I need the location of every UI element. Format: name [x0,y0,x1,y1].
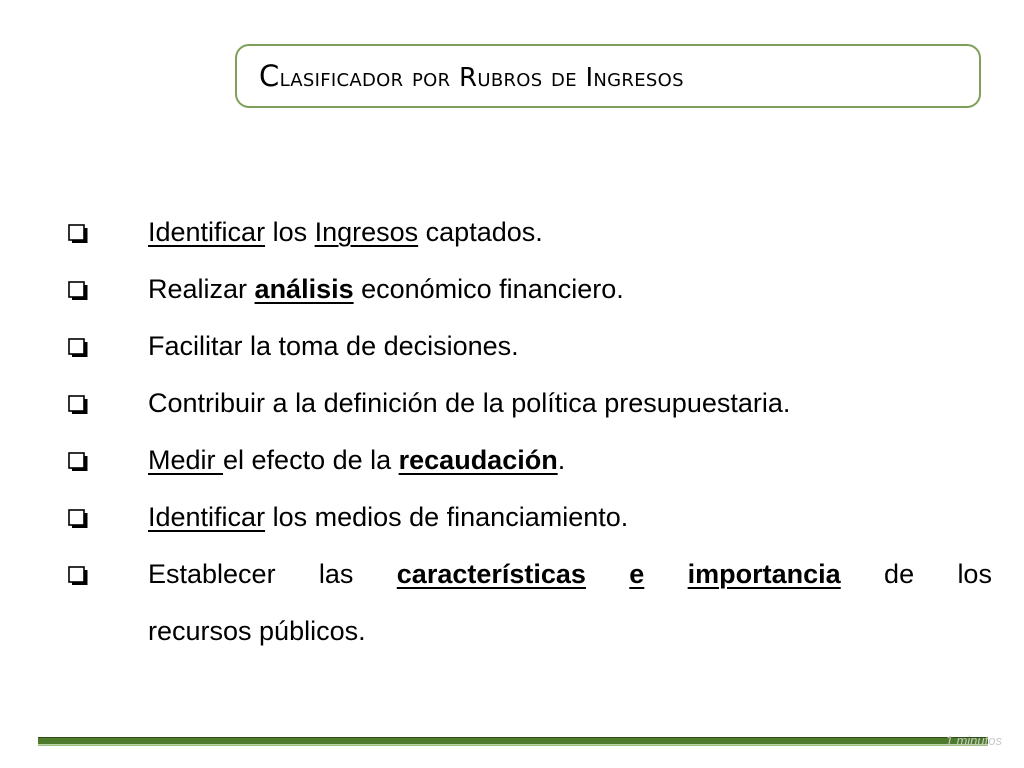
bullet-word: las [318,559,354,589]
bullet-segment: Identificar [148,217,266,247]
hollow-square-bullet-icon [68,375,100,432]
bullet-segment: Medir [148,445,224,475]
bullet-word: e [629,559,645,589]
bullet-word: Establecer [148,559,276,589]
bullet-word: características [396,559,586,589]
hollow-square-bullet-icon [68,432,100,489]
bullet-word: los [957,559,992,589]
hollow-square-bullet-icon [68,261,100,318]
bullet-text [148,204,992,261]
bullet-line [148,546,992,603]
bullet-segment: Facilitar la toma de decisiones. [148,331,519,361]
bullet-segment: análisis [254,274,354,304]
slide-title-initial: C [259,59,280,93]
footer-note: 1 minutos [945,733,1002,748]
bullet-segment: Realizar [148,274,255,304]
bullet-word: importancia [687,559,841,589]
bullet-text [148,432,992,489]
slide-title-text: lasificador por Rubros de Ingresos [279,63,684,93]
bullet-segment: el efecto de la [223,445,399,475]
bullet-segment: los [265,217,315,247]
bullet-segment: Identificar [148,502,266,532]
hollow-square-bullet-icon [68,489,100,546]
bullet-segment: captados. [418,217,543,247]
hollow-square-bullet-icon [68,204,100,261]
bullet-segment: Ingresos [314,217,419,247]
bullet-segment: económico financiero. [353,274,624,304]
bullet-segment: recaudación [398,445,558,475]
hollow-square-bullet-icon [68,546,100,603]
bullet-segment: . [557,445,566,475]
bullet-segment: los medios de financiamiento. [265,502,629,532]
bullet-text [148,489,992,546]
bullet-text [148,375,992,432]
bullet-text [148,261,992,318]
footer-divider-shadow [38,744,988,745]
hollow-square-bullet-icon [68,318,100,375]
bullet-line: recursos públicos. [148,616,366,646]
bullet-segment: Contribuir a la definición de la política presupuestaria. [148,388,791,418]
bullet-word: de [884,559,915,589]
bullet-text [148,546,992,660]
bullet-text [148,318,992,375]
